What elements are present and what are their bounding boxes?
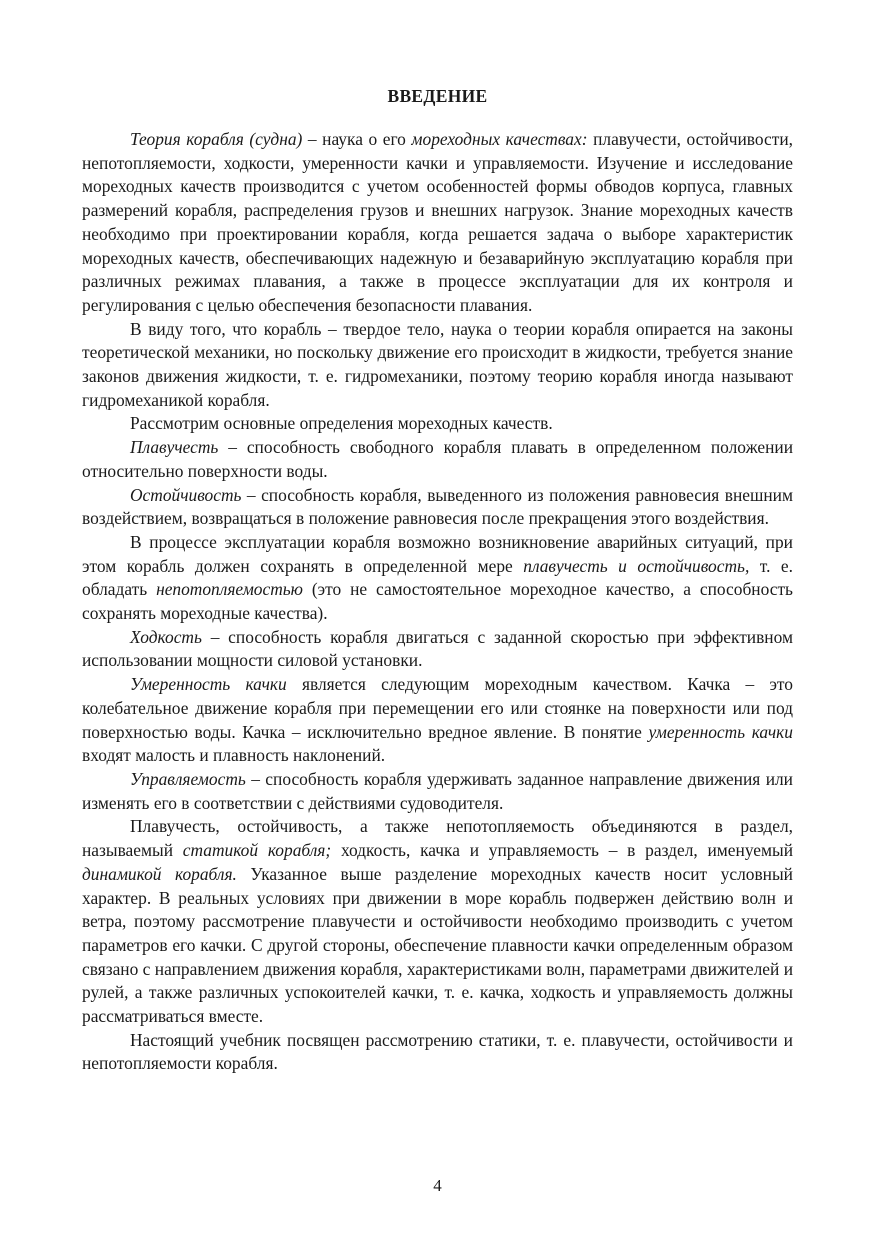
term-ship-theory: Теория корабля (судна) (130, 129, 303, 149)
term-stability: Остойчивость (130, 484, 242, 505)
term-ship-statics: статикой корабля; (182, 840, 332, 861)
paragraph-textbook-scope (82, 1029, 793, 1076)
page-content (82, 84, 793, 1076)
text-segment: является следующим мореходным качеством. Качка – это колебательное движение корабля при перемещении его или стоянке на поверхности или под поверхностью воды. Качка – исключительно вредное явление. В понятие (82, 674, 793, 742)
text-segment: т. е. обладать (82, 555, 794, 600)
text-segment: (это не самостоятельное мореходное качество, а способность сохранять мореходные качества). (82, 579, 793, 624)
text-segment: В процессе эксплуатации корабля возможно возникновение аварийных ситуаций, при этом корабль должен сохранять в определенной мере (82, 531, 793, 576)
text-segment: Рассмотрим основные определения мореходных качеств. (130, 413, 553, 434)
paragraph-controllability (82, 768, 793, 815)
text-segment: ходкость, качка и управляемость – в раздел, именуемый (331, 840, 793, 861)
paragraph-propulsion (82, 626, 793, 673)
term-propulsion: Ходкость (130, 626, 202, 647)
body-text (82, 128, 793, 1076)
term-buoyancy: Плавучесть (130, 437, 219, 458)
text-segment: – способность свободного корабля плавать в определенном положении относительно поверхности воды. (82, 437, 793, 481)
paragraph-definitions-intro (82, 412, 793, 436)
paragraph-unsinkability (82, 531, 793, 626)
text-segment: – способность корабля, выведенного из положения равновесия внешним воздействием, возвращаться в положение равновесия после прекращения этого воздействия. (82, 484, 793, 529)
text-segment: – способность корабля двигаться с заданной скоростью при эффективном использовании мощности силовой установки. (82, 626, 793, 671)
text-segment: В виду того, что корабль – твердое тело, наука о теории корабля опирается на законы теоретической механики, но поскольку движение его происходит в жидкости, требуется знание законов движения жидкости, т. е. гидромеханики, поэтому теорию корабля иногда называют гидромеханикой корабля. (82, 318, 793, 410)
paragraph-seakeeping (82, 673, 793, 768)
text-segment: Настоящий учебник посвящен рассмотрению статики, т. е. плавучести, остойчивости и непотопляемости корабля. (82, 1029, 793, 1074)
term-ship-dynamics: динамикой корабля. (82, 863, 237, 884)
text-segment: – наука о его (302, 129, 412, 149)
page-number: 4 (433, 1176, 442, 1195)
text-segment: Плавучесть, остойчивость, а также непотопляемость объединяются в раздел, называемый (82, 816, 793, 861)
term-moderate-rolling: Умеренность качки (130, 674, 287, 695)
text-segment: Указанное выше разделение мореходных качеств носит условный характер. В реальных условиях при движении в море корабль подвержен действию волн и ветра, поэтому рассмотрение плавучести и остойчивости необходимо производить с учетом параметров его качки. С другой стороны, обеспечение плавности качки определенным образом связано с направлением движения корабля, характеристиками волн, параметрами движителей и рулей, а также различных успокоителей качки, т. е. качка, ходкость и управляемость должны рассматриваться вместе. (82, 863, 793, 1027)
text-segment: – способность корабля удерживать заданное направление движения или изменять его в соответствии с действиями судоводителя. (82, 768, 793, 813)
paragraph-hydromechanics (82, 318, 793, 413)
term-buoyancy-stability: плавучесть и остойчивость, (523, 555, 750, 576)
term-moderate-rolling-2: умеренность качки (648, 721, 793, 742)
term-seaworthiness: мореходных качествах: (411, 129, 588, 149)
text-segment: входят малость и плавность наклонений. (82, 745, 386, 766)
term-controllability: Управляемость (130, 768, 246, 789)
page-title: ВВЕДЕНИЕ (387, 86, 488, 106)
term-unsinkability: непотопляемостью (156, 579, 303, 600)
text-segment: плавучести, остойчивости, непотопляемости, ходкости, умеренности качки и управляемости. Изучение и исследование мореходных качеств производится с учетом особенностей формы обводов корпуса, главных размерений корабля, распределения грузов и внешних нагрузок. Знание мореходных качеств необходимо при проектировании корабля, когда решается задача о выборе характеристик мореходных качеств, обеспечивающих надежную и безаварийную эксплуатацию корабля при различных режимах плавания, а также в процессе эксплуатации для их контроля и регулирования с целью обеспечения безопасности плавания. (82, 129, 793, 315)
paragraph-buoyancy (82, 436, 793, 483)
paragraph-stability (82, 484, 793, 531)
paragraph-ship-theory (82, 128, 793, 318)
paragraph-statics-dynamics (82, 815, 793, 1028)
